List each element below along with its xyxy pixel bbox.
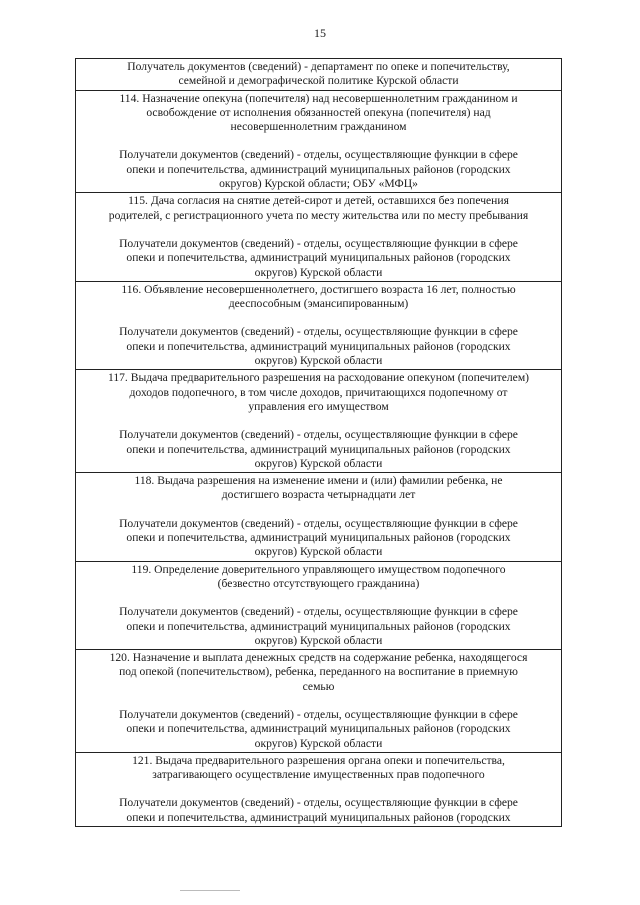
service-title-line: достигшего возраста четырнадцати лет xyxy=(221,488,416,502)
recipient-line: округов) Курской области xyxy=(254,545,383,559)
service-title-line: под опекой (попечительством), ребенка, переданного на воспитание в приемную xyxy=(119,665,518,679)
table-row xyxy=(76,281,562,369)
table-body xyxy=(76,59,562,827)
service-title-line: семейной и демографической политике Курской области xyxy=(178,74,459,88)
table-cell xyxy=(76,473,562,561)
paragraph-gap xyxy=(82,591,555,605)
service-title-line: 117. Выдача предварительного разрешения на расходование опекуном (попечителем) xyxy=(107,371,530,385)
service-title-line: дееспособным (эмансипированным) xyxy=(228,297,409,311)
table-row xyxy=(76,752,562,826)
service-title-line: 121. Выдача предварительного разрешения органа опеки и попечительства, xyxy=(132,753,505,767)
table-row xyxy=(76,561,562,649)
recipient-line: опеки и попечительства, администраций муниципальных районов (городских xyxy=(126,619,511,633)
paragraph-gap xyxy=(82,311,555,325)
service-title-line: доходов подопечного, в том числе доходов, причитающихся подопечному от xyxy=(129,385,508,399)
table-cell xyxy=(76,59,562,91)
recipient-line: Получатели документов (сведений) - отделы, осуществляющие функции в сфере xyxy=(119,796,518,810)
recipient-line: опеки и попечительства, администраций муниципальных районов (городских xyxy=(126,162,511,176)
recipient-line: Получатели документов (сведений) - отделы, осуществляющие функции в сфере xyxy=(119,516,518,530)
recipient-line: округов) Курской области xyxy=(254,456,383,470)
service-title-line: 114. Назначение опекуна (попечителя) над несовершеннолетним гражданином и xyxy=(119,91,518,105)
service-title-line: семью xyxy=(302,679,335,693)
service-title-line: (безвестно отсутствующего гражданина) xyxy=(217,576,420,590)
recipient-line: округов) Курской области xyxy=(254,736,383,750)
recipient-line: Получатели документов (сведений) - отделы, осуществляющие функции в сфере xyxy=(119,707,518,721)
table-row xyxy=(76,193,562,281)
recipient-line: Получатели документов (сведений) - отделы, осуществляющие функции в сфере xyxy=(119,605,518,619)
service-title-line: 119. Определение доверительного управляющего имуществом подопечного xyxy=(131,562,506,576)
table-row xyxy=(76,370,562,473)
recipient-line: округов) Курской области; ОБУ «МФЦ» xyxy=(219,177,418,191)
service-title-line: затрагивающего осуществление имущественных прав подопечного xyxy=(152,768,485,782)
paragraph-gap xyxy=(82,782,555,796)
table-cell xyxy=(76,193,562,281)
paragraph-gap xyxy=(82,503,555,517)
service-title-line: управления его имуществом xyxy=(248,399,389,413)
table-row xyxy=(76,90,562,193)
recipient-line: Получатели документов (сведений) - отделы, осуществляющие функции в сфере xyxy=(119,148,518,162)
paragraph-gap xyxy=(82,134,555,148)
recipient-line: округов) Курской области xyxy=(254,265,383,279)
service-title-line: 120. Назначение и выплата денежных средств на содержание ребенка, находящегося xyxy=(109,651,528,665)
table-cell xyxy=(76,752,562,826)
recipient-line: опеки и попечительства, администраций муниципальных районов (городских xyxy=(126,339,511,353)
recipient-line: Получатели документов (сведений) - отделы, осуществляющие функции в сфере xyxy=(119,428,518,442)
paragraph-gap xyxy=(82,223,555,237)
table-cell xyxy=(76,370,562,473)
scan-mark xyxy=(180,890,240,891)
page-number: 15 xyxy=(314,26,326,40)
table-cell xyxy=(76,650,562,753)
recipient-line: округов) Курской области xyxy=(254,354,383,368)
table-row xyxy=(76,59,562,91)
recipient-line: опеки и попечительства, администраций муниципальных районов (городских xyxy=(126,810,511,824)
recipient-line: опеки и попечительства, администраций муниципальных районов (городских xyxy=(126,442,511,456)
service-title-line: 115. Дача согласия на снятие детей-сирот и детей, оставшихся без попечения xyxy=(128,194,509,208)
recipients-table xyxy=(75,58,562,827)
table-row xyxy=(76,473,562,561)
table-cell xyxy=(76,561,562,649)
service-title-line: освобождение от исполнения обязанностей опекуна (попечителя) над xyxy=(146,105,491,119)
recipient-line: опеки и попечительства, администраций муниципальных районов (городских xyxy=(126,531,511,545)
table-cell xyxy=(76,281,562,369)
paragraph-gap xyxy=(82,414,555,428)
service-title-line: Получатель документов (сведений) - департамент по опеке и попечительству, xyxy=(127,60,510,73)
paragraph-gap xyxy=(82,694,555,708)
service-title-line: 116. Объявление несовершеннолетнего, достигшего возраста 16 лет, полностью xyxy=(121,282,516,296)
table-cell xyxy=(76,90,562,193)
service-title-line: 118. Выдача разрешения на изменение имени и (или) фамилии ребенка, не xyxy=(134,474,503,488)
table-row xyxy=(76,650,562,753)
recipient-line: опеки и попечительства, администраций муниципальных районов (городских xyxy=(126,251,511,265)
recipient-line: округов) Курской области xyxy=(254,633,383,647)
service-title-line: родителей, с регистрационного учета по месту жительства или по месту пребывания xyxy=(108,208,529,222)
recipient-line: Получатели документов (сведений) - отделы, осуществляющие функции в сфере xyxy=(119,325,518,339)
recipient-line: Получатели документов (сведений) - отделы, осуществляющие функции в сфере xyxy=(119,236,518,250)
recipient-line: опеки и попечительства, администраций муниципальных районов (городских xyxy=(126,722,511,736)
service-title-line: несовершеннолетним гражданином xyxy=(230,120,407,134)
